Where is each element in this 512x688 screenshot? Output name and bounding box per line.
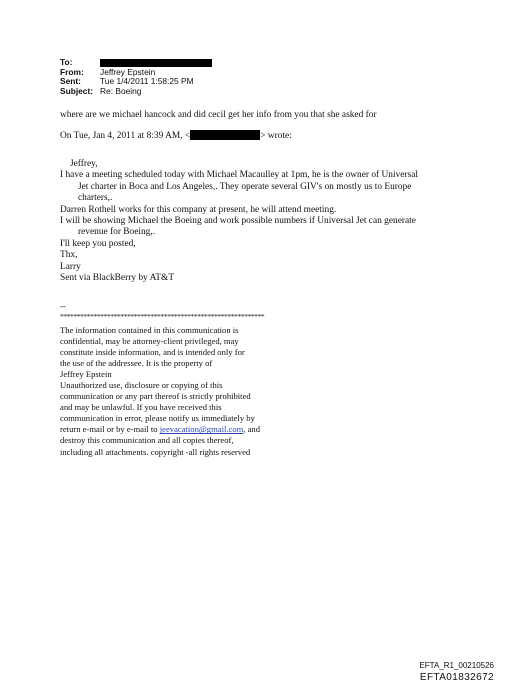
from-value: Jeffrey Epstein bbox=[100, 66, 156, 77]
device-signature: Sent via BlackBerry by AT&T bbox=[60, 273, 175, 284]
disclaimer-line: communication in error, please notify us immediately by bbox=[60, 413, 255, 424]
email-line-before: return e-mail or by e-mail to bbox=[60, 424, 160, 435]
disclaimer-line: The information contained in this communication is bbox=[60, 325, 239, 335]
to-label: To: bbox=[60, 57, 73, 67]
disclaimer-line: and may be unlawful. If you have received this bbox=[60, 402, 222, 413]
quoted-message bbox=[60, 159, 418, 284]
email-link[interactable]: jeevacation@gmail.com bbox=[159, 424, 244, 435]
disclaimer-line: the use of the addressee. It is the property of bbox=[60, 358, 213, 369]
from-label: From: bbox=[60, 66, 84, 77]
subject-row bbox=[60, 87, 212, 97]
paragraph-1-line-1: I have a meeting scheduled today with Michael Macaulley at 1pm, he is the owner of Universal bbox=[60, 170, 418, 181]
star-divider: ************************************************************* bbox=[60, 312, 265, 321]
disclaimer-line: Jeffrey Epstein bbox=[60, 369, 112, 380]
email-header bbox=[60, 58, 212, 96]
quote-intro-before: On Tue, Jan 4, 2011 at 8:39 AM, < bbox=[60, 131, 191, 141]
disclaimer bbox=[60, 325, 260, 458]
footer-ref-1: EFTA_R1_00210526 bbox=[419, 661, 494, 670]
to-redaction bbox=[100, 59, 212, 67]
quote-intro bbox=[60, 131, 292, 141]
sender-redaction bbox=[190, 130, 260, 140]
disclaimer-line: destroy this communication and all copies thereof, bbox=[60, 435, 234, 446]
paragraph-1-line-2: Jet charter in Boca and Los Angeles,. They operate several GIV's on mostly us to Europe bbox=[78, 181, 412, 192]
paragraph-3-line-1: I will be showing Michael the Boeing and work possible numbers if Universal Jet can generate bbox=[60, 216, 416, 227]
footer-ref-2: EFTA01832672 bbox=[419, 672, 494, 683]
sent-label: Sent: bbox=[60, 76, 81, 87]
paragraph-2: Darren Rothell works for this company at present, he will attend meeting. bbox=[60, 204, 337, 215]
signature-name: Larry bbox=[60, 261, 81, 272]
paragraph-1-line-3: charters,. bbox=[78, 193, 113, 204]
disclaimer-line: communication or any part thereof is strictly prohibited bbox=[60, 391, 251, 402]
disclaimer-line: including all attachments. copyright -all rights reserved bbox=[60, 446, 251, 457]
sent-value: Tue 1/4/2011 1:58:25 PM bbox=[100, 76, 194, 87]
greeting: Jeffrey, bbox=[70, 159, 98, 169]
reply-text: where are we michael hancock and did cecil get her info from you that she asked for bbox=[60, 110, 377, 120]
signature-dashes: -- bbox=[60, 301, 66, 311]
disclaimer-email-line bbox=[60, 424, 260, 435]
disclaimer-line: confidential, may be attorney-client privileged, may bbox=[60, 336, 239, 347]
subject-label: Subject: bbox=[60, 85, 94, 96]
paragraph-4: I'll keep you posted, bbox=[60, 238, 136, 249]
quote-intro-after: > wrote: bbox=[260, 131, 292, 141]
paragraph-3-line-2: revenue for Boeing,. bbox=[78, 227, 156, 238]
disclaimer-line: Unauthorized use, disclosure or copying of this bbox=[60, 380, 223, 391]
signoff: Thx, bbox=[60, 250, 78, 261]
email-line-after: , and bbox=[243, 424, 261, 435]
disclaimer-line: constitute inside information, and is intended only for bbox=[60, 347, 245, 358]
subject-value: Re: Boeing bbox=[100, 85, 142, 96]
